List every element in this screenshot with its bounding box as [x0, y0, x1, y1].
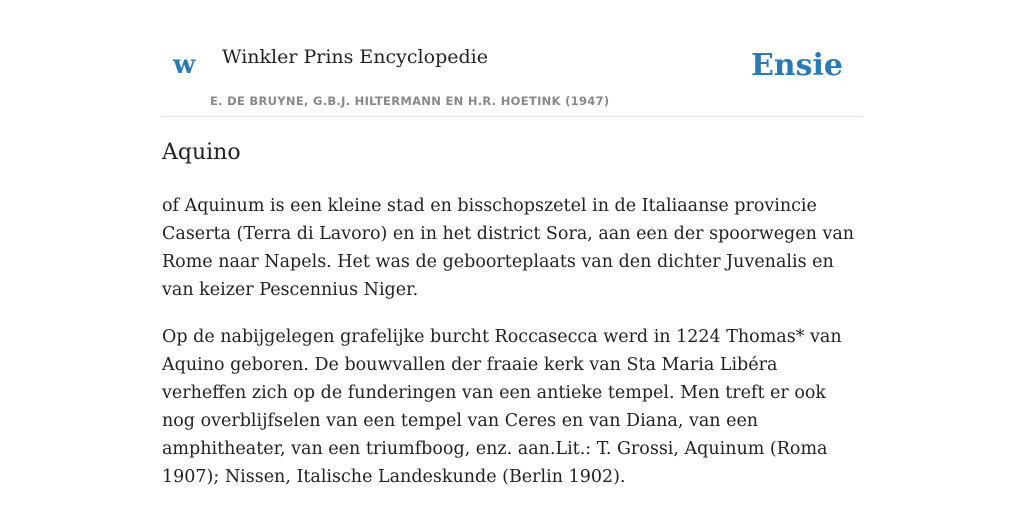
encyclopedia-title[interactable]: Winkler Prins Encyclopedie: [222, 46, 488, 68]
article-title: Aquino: [162, 140, 241, 165]
encyclopedia-authors: E. DE BRUYNE, G.B.J. HILTERMANN EN H.R. HOETINK (1947): [210, 94, 610, 108]
encyclopedia-logo[interactable]: w: [173, 50, 196, 80]
article-paragraph-1: of Aquinum is een kleine stad en bisschopszetel in de Italiaanse provincie Caserta (Terra di Lavoro) en in het district Sora, aan een der spoorwegen van Rome naar Napels. Het was de geboorteplaats van den dichter Juvenalis en van keizer Pescennius Niger.: [162, 196, 855, 300]
article-body: [162, 192, 862, 510]
ensie-logo-link[interactable]: Ensie: [750, 48, 843, 83]
header: [162, 0, 862, 117]
page-container: [162, 0, 862, 487]
article-paragraph-2: Op de nabijgelegen grafelijke burcht Roccasecca werd in 1224 Thomas* van Aquino geboren. De bouwvallen der fraaie kerk van Sta Maria Libéra verheffen zich op de funderingen van een antieke tempel. Men treft er ook nog overblijfselen van een tempel van Ceres en van Diana, van een amphitheater, van een triumfboog, enz. aan.Lit.: T. Grossi, Aquinum (Roma 1907); Nissen, Italische Landeskunde (Berlin 1902).: [162, 327, 842, 487]
